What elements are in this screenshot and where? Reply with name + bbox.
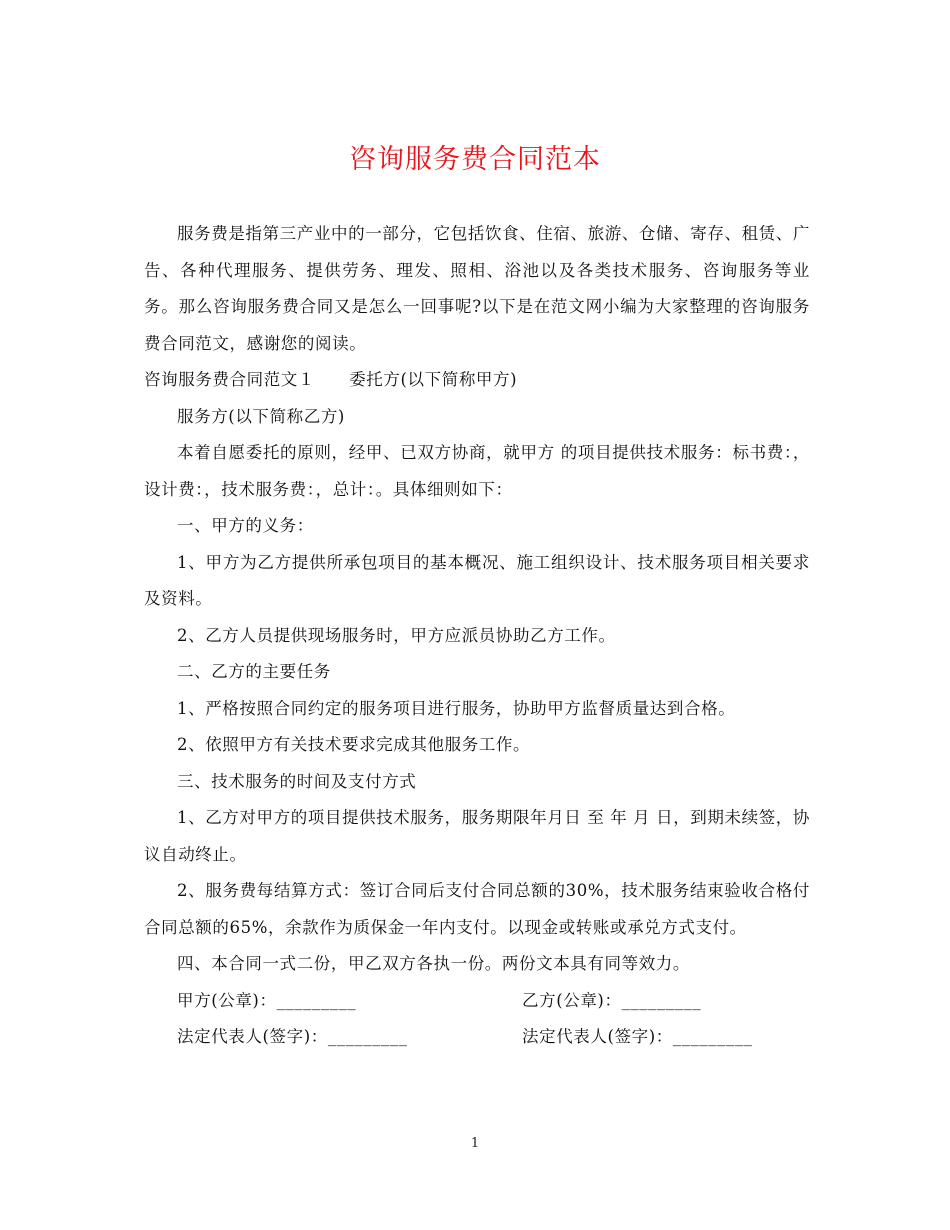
section-heading-1: 一、甲方的义务： bbox=[177, 516, 314, 535]
document-title: 咨询服务费合同范本 bbox=[349, 144, 601, 175]
clause-1-1: 1、甲方为乙方提供所承包项目的基本概况、施工组织设计、技术服务项目相关要求及资料。 bbox=[144, 552, 810, 608]
party-a-seal-line: 甲方(公章)：_________ bbox=[177, 990, 357, 1010]
sample-heading: 咨询服务费合同范文１ 委托方(以下简称甲方) bbox=[144, 370, 518, 389]
representative-signature-row bbox=[144, 1019, 810, 1056]
clause-3-2: 2、服务费每结算方式：签订合同后支付合同总额的30%，技术服务结束验收合格付合同总额的65%，余款作为质保金一年内支付。以现金或转账或承兑方式支付。 bbox=[144, 881, 810, 937]
clause-2-1: 1、严格按照合同约定的服务项目进行服务，协助甲方监督质量达到合格。 bbox=[177, 698, 736, 718]
clause-3-1: 1、乙方对甲方的项目提供技术服务，服务期限年月日 至 年 月 日，到期未续签，协议自动终止。 bbox=[144, 808, 810, 864]
party-a-representative-line: 法定代表人(签字)：_________ bbox=[177, 1027, 408, 1046]
party-b-seal-line: 乙方(公章)：_________ bbox=[522, 990, 702, 1010]
clause-2-2: 2、依照甲方有关技术要求完成其他服务工作。 bbox=[177, 735, 531, 754]
section-heading-2: 二、乙方的主要任务 bbox=[177, 662, 331, 681]
agreement-paragraph: 本着自愿委托的原则，经甲、已双方协商，就甲方 的项目提供技术服务：标书费：，设计费：，技术服务费：，总计：。具体细则如下： bbox=[144, 443, 810, 499]
party-b-representative-line: 法定代表人(签字)：_________ bbox=[522, 1027, 753, 1046]
intro-paragraph: 服务费是指第三产业中的一部分，它包括饮食、住宿、旅游、仓储、寄存、租赁、广告、各种代理服务、提供劳务、理发、照相、浴池以及各类技术服务、咨询服务等业务。那么咨询服务费合同又是怎么一回事呢?以下是在范文网小编为大家整理的咨询服务费合同范文，感谢您的阅读。 bbox=[144, 224, 810, 353]
section-heading-3: 三、技术服务的时间及支付方式 bbox=[177, 771, 417, 791]
document-body bbox=[144, 216, 810, 1056]
service-party-line: 服务方(以下简称乙方) bbox=[177, 406, 345, 426]
clause-1-2: 2、乙方人员提供现场服务时，甲方应派员协助乙方工作。 bbox=[177, 625, 616, 645]
page-number: 1 bbox=[470, 1136, 480, 1151]
section-heading-4: 四、本合同一式二份，甲乙双方各执一份。两份文本具有同等效力。 bbox=[177, 954, 690, 973]
seal-signature-row bbox=[144, 983, 810, 1020]
